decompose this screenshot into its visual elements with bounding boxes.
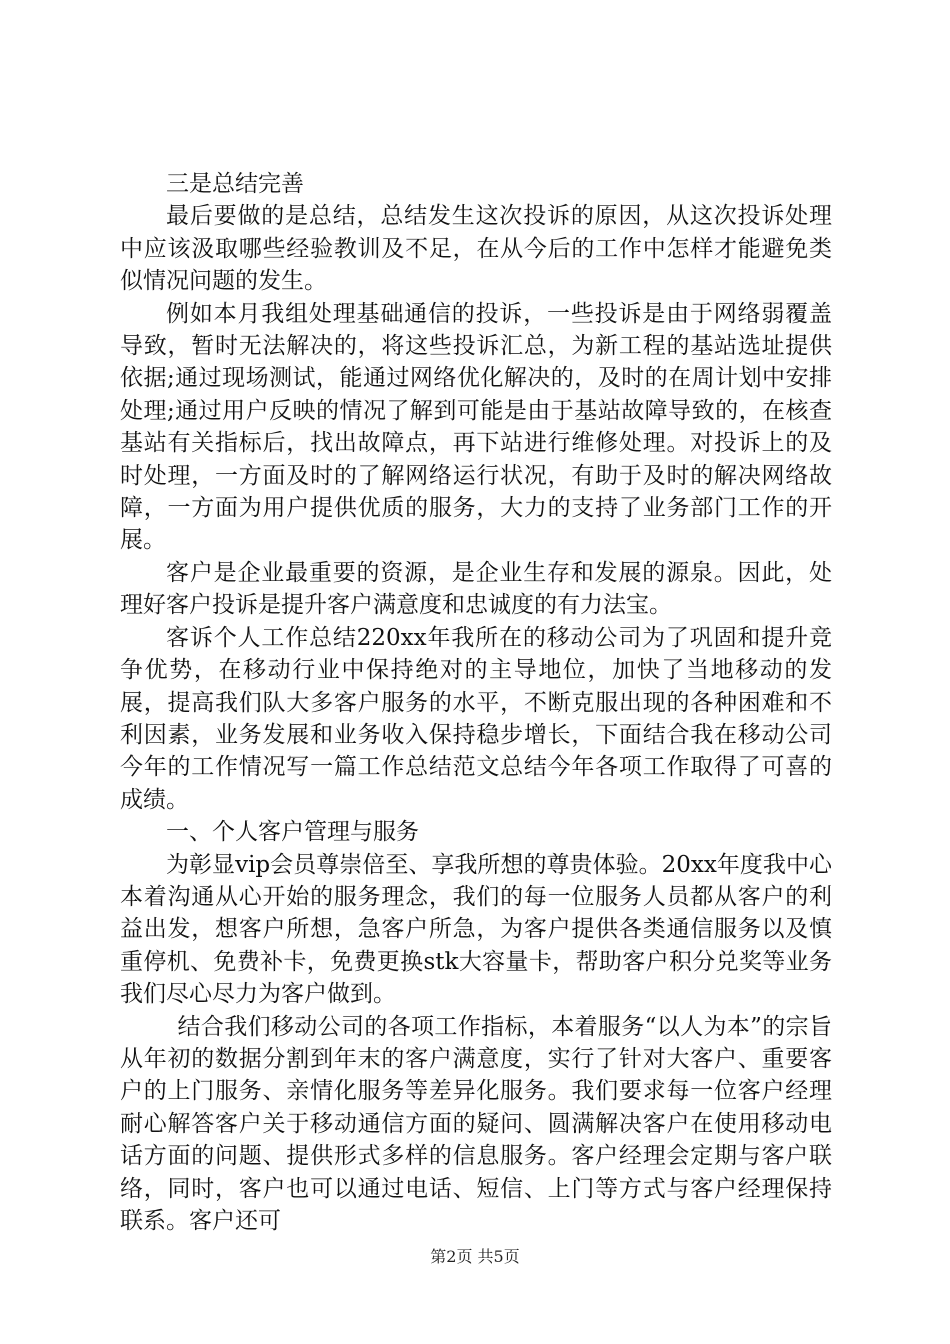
- section-heading: 三是总结完善: [166, 171, 304, 197]
- paragraph: 客户是企业最重要的资源，是企业生存和发展的源泉。因此，处理好客户投诉是提升客户满意度和忠诚度的有力法宝。: [120, 559, 832, 619]
- paragraph: 客诉个人工作总结220xx年我所在的移动公司为了巩固和提升竞争优势，在移动行业中保持绝对的主导地位，加快了当地移动的发展，提高我们队大多客户服务的水平，不断克服出现的各种困难和不利因素，业务发展和业务收入保持稳步增长，下面结合我在移动公司今年的工作情况写一篇工作总结范文总结今年各项工作取得了可喜的成绩。: [120, 624, 832, 813]
- section-heading: 一、个人客户管理与服务: [166, 819, 419, 846]
- paragraph: 为彰显vip会员尊崇倍至、享我所想的尊贵体验。20xx年度我中心本着沟通从心开始的服务理念，我们的每一位服务人员都从客户的利益出发，想客户所想，急客户所急，为客户提供各类通信服务以及慎重停机、免费补卡，免费更换stk大容量卡，帮助客户积分兑奖等业务我们尽心尽力为客户做到。: [120, 851, 832, 1008]
- page-footer: 第2页 共5页: [430, 1247, 520, 1266]
- paragraph: 结合我们移动公司的各项工作指标，本着服务“以人为本”的宗旨从年初的数据分割到年末的客户满意度，实行了针对大客户、重要客户的上门服务、亲情化服务等差异化服务。我们要求每一位客户经理耐心解答客户关于移动通信方面的疑问、圆满解决客户在使用移动电话方面的问题、提供形式多样的信息服务。客户经理会定期与客户联络，同时，客户也可以通过电话、短信、上门等方式与客户经理保持联系。客户还可: [120, 1013, 832, 1234]
- paragraph: 最后要做的是总结，总结发生这次投诉的原因，从这次投诉处理中应该汲取哪些经验教训及不足，在从今后的工作中怎样才能避免类似情况问题的发生。: [120, 203, 832, 295]
- document-body: [120, 168, 832, 1237]
- paragraph: 例如本月我组处理基础通信的投诉，一些投诉是由于网络弱覆盖导致，暂时无法解决的，将这些投诉汇总，为新工程的基站选址提供依据;通过现场测试，能通过网络优化解决的，及时的在周计划中安排处理;通过用户反映的情况了解到可能是由于基站故障导致的，在核查基站有关指标后，找出故障点，再下站进行维修处理。对投诉上的及时处理，一方面及时的了解网络运行状况，有助于及时的解决网络故障，一方面为用户提供优质的服务，大力的支持了业务部门工作的开展。: [120, 300, 832, 554]
